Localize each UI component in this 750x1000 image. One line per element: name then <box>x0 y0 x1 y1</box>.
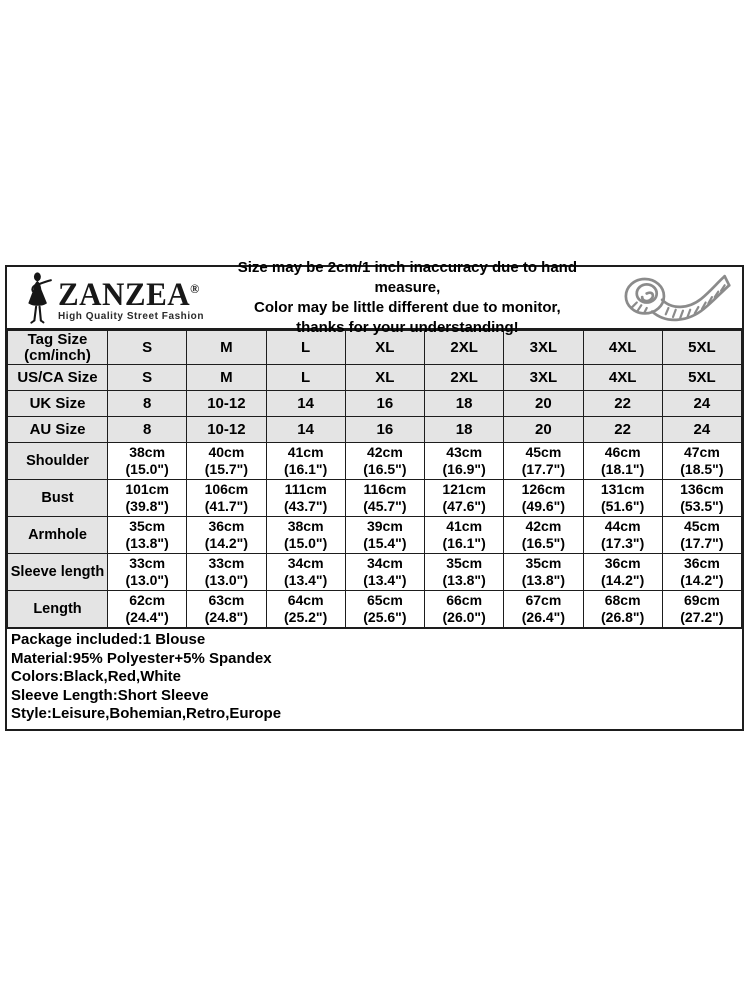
cell-line: (13.0") <box>204 572 248 588</box>
row-label-line: Shoulder <box>26 453 89 469</box>
cell-line: (14.2") <box>204 535 248 551</box>
cell-line: 63cm <box>208 591 245 608</box>
table-cell <box>345 591 424 628</box>
table-cell <box>345 517 424 554</box>
table-cell <box>108 331 187 365</box>
cell-line: 111cm <box>284 480 327 497</box>
table-cell <box>425 554 504 591</box>
row-label <box>8 480 108 517</box>
table-cell <box>187 591 266 628</box>
cell-line: (25.6") <box>363 609 407 625</box>
cell-line: 62cm <box>129 591 166 608</box>
table-cell <box>108 417 187 443</box>
cell-line: 39cm <box>366 517 403 534</box>
brand-name <box>58 274 200 313</box>
size-table <box>7 330 742 628</box>
disclaimer-line: Size may be 2cm/1 inch inaccuracy due to hand measure, <box>237 258 578 296</box>
cell-line: (13.0") <box>125 572 169 588</box>
table-cell <box>504 480 583 517</box>
table-row <box>8 443 742 480</box>
table-cell <box>266 517 345 554</box>
cell-line: L <box>301 338 311 356</box>
row-label <box>8 443 108 480</box>
table-cell <box>266 443 345 480</box>
cell-line: 41cm <box>287 443 324 460</box>
table-row <box>8 554 742 591</box>
cell-line: (39.8") <box>125 498 169 514</box>
row-label <box>8 391 108 417</box>
row-label <box>8 331 108 365</box>
cell-line: (45.7") <box>363 498 407 514</box>
table-cell <box>662 417 741 443</box>
cell-line: 106cm <box>204 480 249 497</box>
registered-mark: ® <box>190 280 200 296</box>
table-cell <box>583 417 662 443</box>
row-label-line: AU Size <box>29 420 86 438</box>
table-row <box>8 517 742 554</box>
cell-line: (16.5") <box>363 461 407 477</box>
table-cell <box>583 554 662 591</box>
table-cell <box>504 417 583 443</box>
table-cell <box>108 591 187 628</box>
cell-line: 4XL <box>608 368 637 386</box>
table-cell <box>425 480 504 517</box>
table-cell <box>425 591 504 628</box>
cell-line: M <box>220 338 233 356</box>
cell-line: 64cm <box>287 591 324 608</box>
cell-line: 36cm <box>208 517 245 534</box>
cell-line: (53.5") <box>680 498 724 514</box>
cell-line: 14 <box>297 394 314 412</box>
cell-line: (49.6") <box>521 498 565 514</box>
row-label-line: US/CA Size <box>17 368 98 386</box>
brand-text <box>58 274 209 322</box>
cell-line: 41cm <box>446 517 483 534</box>
size-chart-sheet <box>5 258 744 731</box>
cell-line: 14 <box>297 420 314 438</box>
row-label <box>8 591 108 628</box>
table-cell <box>108 554 187 591</box>
row-label-line: Length <box>33 601 82 617</box>
cell-line: 18 <box>455 394 473 412</box>
cell-line: 18 <box>455 420 473 438</box>
woman-silhouette-icon <box>25 272 55 324</box>
table-cell <box>345 365 424 391</box>
cell-line: 16 <box>376 420 394 438</box>
cell-line: 33cm <box>208 554 245 571</box>
cell-line: (41.7") <box>204 498 248 514</box>
cell-line: (16.5") <box>521 535 565 551</box>
cell-line: S <box>142 338 153 356</box>
cell-line: 35cm <box>525 554 562 571</box>
cell-line: (26.8") <box>601 609 645 625</box>
table-cell <box>266 554 345 591</box>
cell-line: 131cm <box>600 480 645 497</box>
table-cell <box>108 365 187 391</box>
table-cell <box>266 591 345 628</box>
cell-line: 5XL <box>688 368 716 386</box>
table-cell <box>345 480 424 517</box>
cell-line: 40cm <box>208 443 245 460</box>
cell-line: (13.4") <box>363 572 407 588</box>
table-cell <box>504 365 583 391</box>
table-cell <box>583 480 662 517</box>
cell-line: 3XL <box>529 368 558 386</box>
brand-tagline: High Quality Street Fashion <box>58 310 204 322</box>
cell-line: 46cm <box>604 443 641 460</box>
cell-line: 35cm <box>129 517 166 534</box>
cell-line: (18.1") <box>601 461 645 477</box>
cell-line: (13.8") <box>521 572 565 588</box>
cell-line: (17.7") <box>680 535 724 551</box>
cell-line: 34cm <box>366 554 403 571</box>
table-cell <box>504 443 583 480</box>
cell-line: (26.0") <box>442 609 486 625</box>
table-cell <box>425 517 504 554</box>
table-cell <box>187 480 266 517</box>
cell-line: L <box>301 368 311 386</box>
cell-line: 47cm <box>683 443 720 460</box>
table-cell <box>187 517 266 554</box>
table-cell <box>345 417 424 443</box>
cell-line: (18.5") <box>680 461 724 477</box>
table-cell <box>662 443 741 480</box>
cell-line: (15.0") <box>284 535 328 551</box>
disclaimer-line: Color may be little different due to monitor, <box>254 298 561 316</box>
cell-line: 36cm <box>683 554 720 571</box>
cell-line: (17.3") <box>601 535 645 551</box>
cell-line: (13.8") <box>125 535 169 551</box>
cell-line: 20 <box>535 420 552 438</box>
table-cell <box>504 554 583 591</box>
table-cell <box>108 443 187 480</box>
cell-line: 36cm <box>604 554 641 571</box>
cell-line: 121cm <box>442 480 486 497</box>
cell-line: 10-12 <box>207 394 246 412</box>
cell-line: 33cm <box>129 554 166 571</box>
cell-line: (16.9") <box>442 461 486 477</box>
table-cell <box>425 443 504 480</box>
table-cell <box>266 365 345 391</box>
table-cell <box>662 554 741 591</box>
table-row <box>8 591 742 628</box>
cell-line: (16.1") <box>284 461 328 477</box>
cell-line: (25.2") <box>284 609 328 625</box>
table-cell <box>583 365 662 391</box>
cell-line: 38cm <box>287 517 324 534</box>
cell-line: 10-12 <box>207 420 246 438</box>
cell-line: 22 <box>614 394 631 412</box>
cell-line: (13.4") <box>284 572 328 588</box>
cell-line: 67cm <box>525 591 562 608</box>
brand-name-text: ZANZEA <box>58 276 191 313</box>
table-row <box>8 480 742 517</box>
cell-line: 136cm <box>680 480 724 497</box>
cell-line: S <box>142 368 153 386</box>
table-cell <box>583 591 662 628</box>
table-cell <box>187 417 266 443</box>
table-cell <box>345 443 424 480</box>
detail-line-material: Material:95% Polyester+5% Spandex <box>11 649 272 667</box>
table-cell <box>662 391 741 417</box>
cell-line: 45cm <box>525 443 562 460</box>
table-cell <box>108 517 187 554</box>
disclaimer-line: thanks for your understanding! <box>296 318 519 336</box>
cell-line: 2XL <box>450 368 478 386</box>
cell-line: 16 <box>376 394 394 412</box>
cell-line: (47.6") <box>442 498 486 514</box>
table-cell <box>425 391 504 417</box>
row-label <box>8 417 108 443</box>
table-cell <box>662 365 741 391</box>
cell-line: (17.7") <box>521 461 565 477</box>
cell-line: (13.8") <box>442 572 486 588</box>
table-cell <box>504 517 583 554</box>
table-cell <box>662 517 741 554</box>
table-cell <box>504 591 583 628</box>
cell-line: M <box>220 368 233 386</box>
table-row <box>8 391 742 417</box>
detail-line-package: Package included:1 Blouse <box>11 631 206 648</box>
cell-line: XL <box>375 368 395 386</box>
table-cell <box>345 391 424 417</box>
cell-line: 35cm <box>446 554 483 571</box>
row-label-line: UK Size <box>29 394 86 412</box>
table-cell <box>108 480 187 517</box>
table-cell <box>583 391 662 417</box>
table-cell <box>187 365 266 391</box>
cell-line: 20 <box>535 394 552 412</box>
table-cell <box>187 554 266 591</box>
cell-line: (43.7") <box>284 498 328 514</box>
cell-line: 69cm <box>683 591 720 608</box>
cell-line: 3XL <box>529 338 558 356</box>
detail-line-sleeve-length: Sleeve Length:Short Sleeve <box>11 686 209 704</box>
cell-line: (15.7") <box>204 461 248 477</box>
cell-line: 101cm <box>125 480 169 497</box>
row-label-line: (cm/inch) <box>24 346 91 364</box>
cell-line: 42cm <box>525 517 562 534</box>
table-cell <box>425 365 504 391</box>
row-label-line: Sleeve length <box>10 564 105 580</box>
table-cell <box>504 391 583 417</box>
cell-line: 2XL <box>450 338 478 356</box>
cell-line: (14.2") <box>601 572 645 588</box>
detail-line-style: Style:Leisure,Bohemian,Retro,Europe <box>11 705 282 722</box>
cell-line: 42cm <box>366 443 403 460</box>
table-row <box>8 417 742 443</box>
cell-line: 66cm <box>446 591 483 608</box>
cell-line: (16.1") <box>442 535 486 551</box>
cell-line: (15.4") <box>363 535 407 551</box>
cell-line: 8 <box>142 420 152 438</box>
row-label <box>8 517 108 554</box>
cell-line: 34cm <box>287 554 324 571</box>
row-label <box>8 554 108 591</box>
cell-line: (24.4") <box>125 609 169 625</box>
table-cell <box>662 331 741 365</box>
cell-line: 43cm <box>446 443 483 460</box>
product-details <box>7 628 742 729</box>
cell-line: 68cm <box>604 591 641 608</box>
cell-line: (26.4") <box>521 609 565 625</box>
row-label <box>8 365 108 391</box>
table-cell <box>187 443 266 480</box>
table-cell <box>583 517 662 554</box>
cell-line: (27.2") <box>680 609 724 625</box>
cell-line: 5XL <box>688 338 716 356</box>
table-cell <box>425 417 504 443</box>
brand-logo <box>25 272 209 324</box>
table-cell <box>662 480 741 517</box>
table-cell <box>187 391 266 417</box>
cell-line: 65cm <box>366 591 403 608</box>
table-cell <box>266 417 345 443</box>
header-band <box>7 258 742 336</box>
cell-line: (51.6") <box>601 498 645 514</box>
row-label-line: Bust <box>41 490 74 506</box>
cell-line: 24 <box>693 420 711 438</box>
cell-line: 38cm <box>129 443 166 460</box>
cell-line: (15.0") <box>125 461 169 477</box>
cell-line: 22 <box>614 420 631 438</box>
table-cell <box>345 554 424 591</box>
size-disclaimer <box>209 258 610 338</box>
row-label-line: Tag Size <box>27 330 88 348</box>
cell-line: 126cm <box>521 480 566 497</box>
table-cell <box>662 591 741 628</box>
measuring-tape-icon <box>610 269 736 327</box>
cell-line: 8 <box>142 394 152 412</box>
detail-line-colors: Colors:Black,Red,White <box>11 668 182 685</box>
cell-line: 4XL <box>608 338 637 356</box>
cell-line: 116cm <box>363 480 407 497</box>
table-cell <box>266 480 345 517</box>
row-label-line: Armhole <box>28 527 87 543</box>
cell-line: 45cm <box>683 517 720 534</box>
cell-line: XL <box>375 338 395 356</box>
cell-line: (14.2") <box>680 572 724 588</box>
cell-line: 24 <box>693 394 711 412</box>
table-cell <box>108 391 187 417</box>
table-cell <box>266 391 345 417</box>
table-row <box>8 365 742 391</box>
cell-line: 44cm <box>604 517 641 534</box>
table-cell <box>583 443 662 480</box>
cell-line: (24.8") <box>204 609 248 625</box>
